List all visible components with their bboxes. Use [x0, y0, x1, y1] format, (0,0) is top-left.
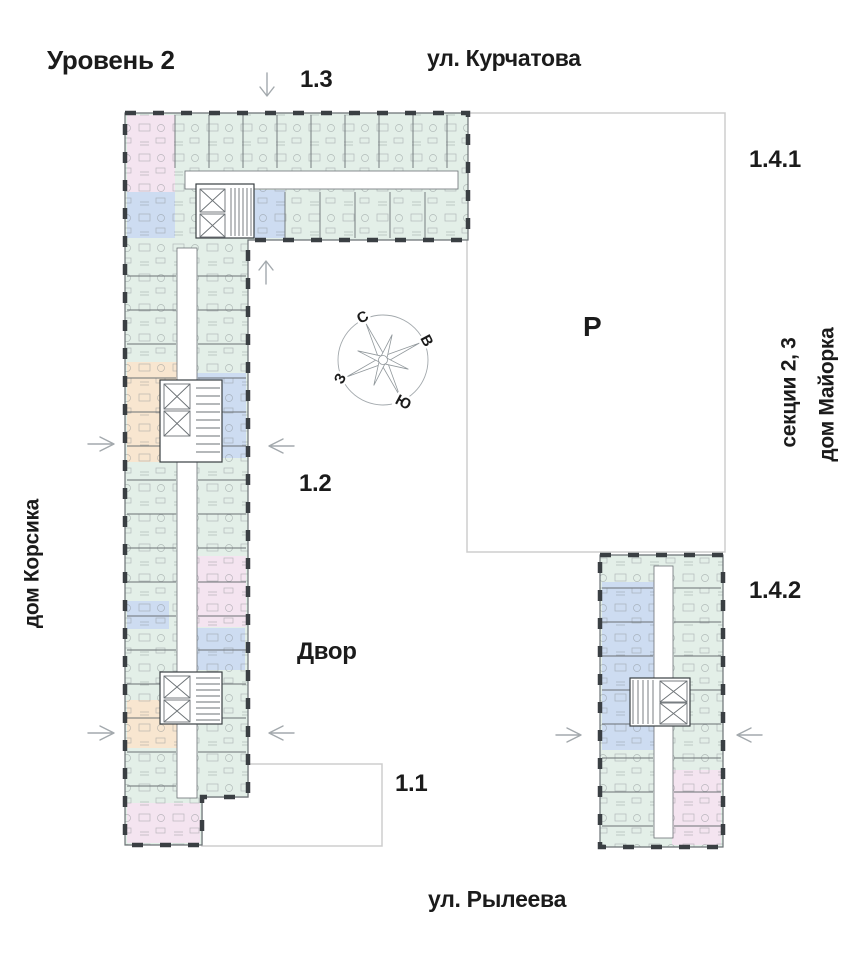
street-label-bottom: ул. Рылеева [428, 886, 567, 912]
page-title: Уровень 2 [47, 45, 175, 75]
arrow-right-icon [88, 726, 114, 740]
arrow-down-icon [260, 73, 274, 96]
compass-east-label: В [416, 331, 437, 350]
arrow-right-icon [88, 437, 114, 451]
section-label-1-3: 1.3 [300, 66, 333, 93]
building-korsika-plan [125, 113, 468, 845]
arrow-up-icon [259, 261, 273, 284]
section-label-1-2: 1.2 [299, 470, 332, 497]
section-label-1-1: 1.1 [395, 770, 428, 797]
house-label-mayorka: дом Майорка [815, 327, 839, 462]
section-label-1-4-1: 1.4.1 [749, 146, 801, 173]
sections-label-mayorka: секции 2, 3 [777, 337, 801, 448]
stair-elevator-core [630, 678, 690, 726]
compass-rose-icon [331, 307, 437, 413]
arrow-left-icon [269, 439, 294, 453]
arrow-left-icon [269, 726, 294, 740]
house-label-korsika: дом Корсика [20, 498, 44, 629]
compass-north-label: С [353, 307, 372, 328]
stair-elevator-core [160, 672, 222, 724]
stair-elevator-core [160, 380, 222, 462]
courtyard-label: Двор [297, 638, 357, 665]
arrow-right-icon [556, 728, 581, 742]
compass-west-label: З [330, 370, 351, 387]
section-label-1-4-2: 1.4.2 [749, 577, 801, 604]
parking-label: Р [583, 311, 602, 342]
arrow-left-icon [737, 728, 762, 742]
compass-south-label: Ю [392, 391, 415, 414]
stair-elevator-core [196, 184, 254, 238]
building-1-4-2-plan [600, 555, 723, 847]
street-label-top: ул. Курчатова [427, 45, 581, 71]
